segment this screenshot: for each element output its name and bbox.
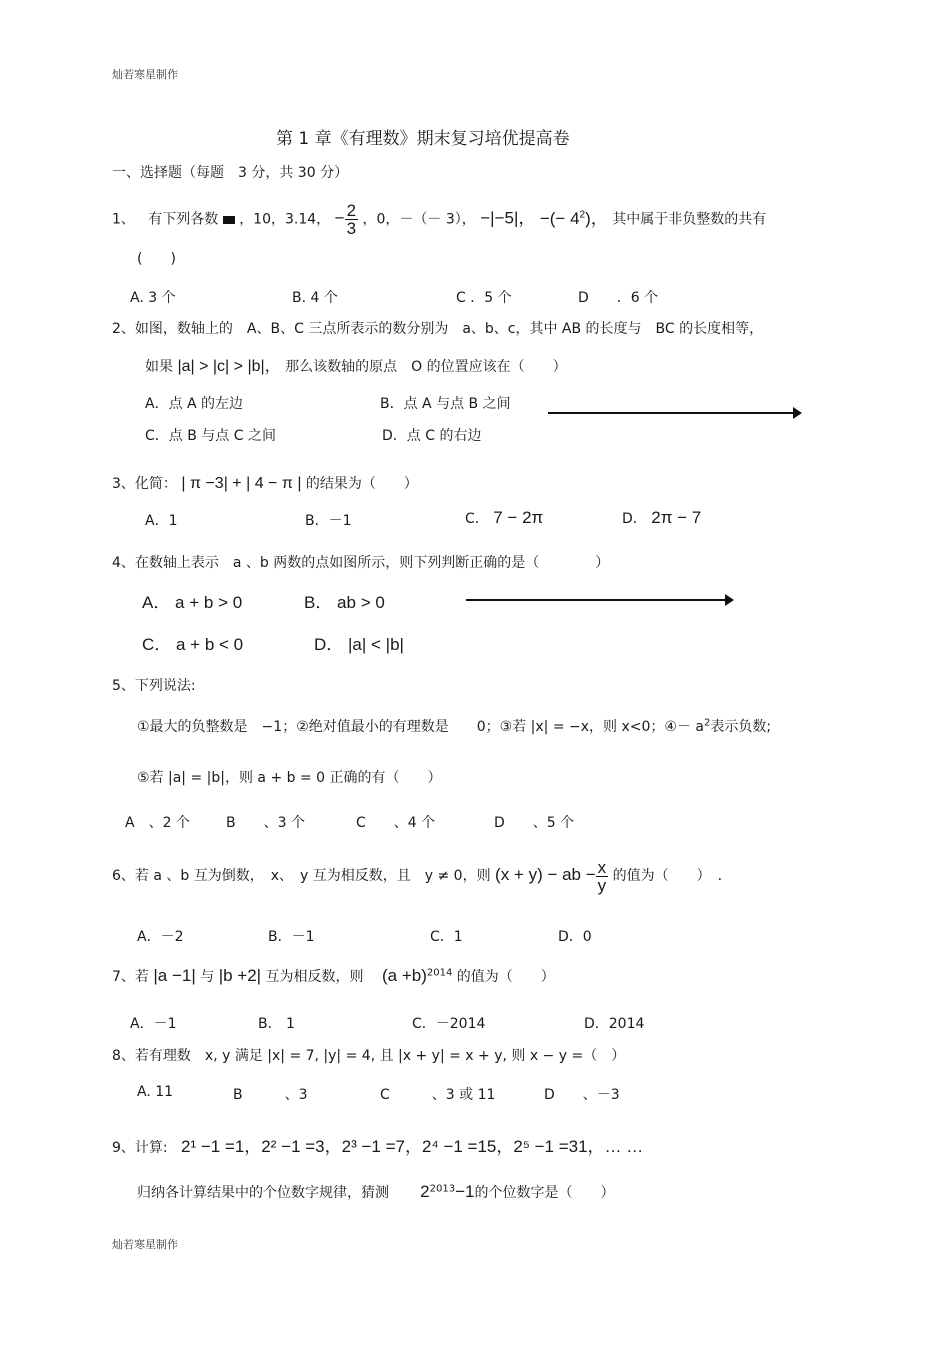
q4-option-d: D． |a| < |b| bbox=[314, 635, 404, 654]
q2-option-a: A．点 A 的左边 bbox=[145, 396, 244, 412]
q1-number: 1、 bbox=[112, 211, 135, 228]
q3-option-c-label: C． bbox=[465, 511, 489, 527]
q1-fraction bbox=[345, 202, 358, 237]
q8-line: 8、若有理数 x, y 满足 |x| = 7, |y| = 4, 且 |x + y| = x + y, 则 x − y =（ ） bbox=[112, 1048, 626, 1064]
q8-option-d: D 、－3 bbox=[544, 1087, 620, 1103]
q6-option-d: D．0 bbox=[558, 929, 592, 945]
q6-frac-numerator: x bbox=[597, 857, 607, 877]
redacted-mark bbox=[223, 216, 235, 224]
q6-fraction bbox=[596, 859, 609, 894]
q1-power-base: −(− 4 bbox=[539, 208, 580, 228]
q3-lead: 3、化简： bbox=[112, 476, 177, 492]
q2-line2 bbox=[145, 353, 567, 376]
q1-power-expression bbox=[540, 209, 608, 228]
q3-tail: 的结果为（ ） bbox=[305, 476, 418, 492]
q1-tail: 其中属于非负整数的共有 bbox=[612, 211, 767, 228]
q1-frac-numerator: 2 bbox=[346, 201, 357, 221]
q7-option-c: C．－2014 bbox=[412, 1016, 486, 1032]
q3-option-d-math: 2π − 7 bbox=[651, 508, 702, 527]
q5-option-d: D 、5 个 bbox=[494, 815, 575, 831]
q3-option-b: B．－1 bbox=[305, 513, 352, 529]
q5-line3: ⑤若 |a| = |b|，则 a + b = 0 正确的有（ ） bbox=[137, 770, 442, 786]
q5-line1: 5、下列说法: bbox=[112, 678, 196, 694]
q7-tail: 的值为（ ） bbox=[456, 969, 555, 985]
q4-option-a: A． a + b > 0 bbox=[142, 593, 243, 612]
q8-option-b: B 、3 bbox=[233, 1087, 308, 1103]
q6-option-a: A．－2 bbox=[137, 929, 184, 945]
q6-expression: (x + y) − ab − bbox=[495, 865, 596, 884]
q5-exponent: 2 bbox=[703, 717, 711, 729]
q9-expressions: 2¹ −1 =1，2² −1 =3，2³ −1 =7，2⁴ −1 =15，2⁵ −1 =31，… … bbox=[180, 1137, 644, 1156]
q1-option-b: B. 4 个 bbox=[292, 290, 338, 306]
q6-tail: 的值为（ ） . bbox=[612, 868, 723, 884]
page-title: 第 1 章《有理数》期末复习培优提高卷 bbox=[276, 129, 570, 149]
q9-lead: 9、计算: bbox=[112, 1140, 168, 1156]
q1-answer-paren: ( ) bbox=[137, 251, 176, 267]
q2-option-d: D．点 C 的右边 bbox=[382, 428, 482, 444]
q3-option-c bbox=[465, 508, 543, 528]
q5-option-c: C 、4 个 bbox=[356, 815, 436, 831]
q5-statement-tail: 表示负数; bbox=[710, 719, 772, 735]
q1-power-exponent: 2 bbox=[579, 209, 586, 220]
q2-number-line bbox=[548, 412, 800, 414]
q7-option-d: D．2014 bbox=[584, 1016, 645, 1032]
q9-minus-one: −1 bbox=[455, 1182, 475, 1201]
q3-expression: | π −3| + | 4 − π | bbox=[181, 475, 302, 492]
q7-line bbox=[112, 966, 555, 986]
q1-frac-denominator: 3 bbox=[346, 219, 357, 239]
q6-line bbox=[112, 856, 722, 895]
q3-option-d bbox=[622, 508, 701, 528]
q1-option-c: C ．5 个 bbox=[456, 290, 512, 306]
q1-option-d: D ．6 个 bbox=[578, 290, 659, 306]
q7-exponent: 2014 bbox=[426, 967, 453, 979]
q1-fraction-sign: − bbox=[334, 208, 345, 228]
q7-and: 与 bbox=[200, 969, 215, 985]
q1-list2: ，0，－（－ 3）， bbox=[362, 211, 476, 228]
q1-abs-expression: −|−5|， bbox=[480, 208, 536, 228]
q1-option-a: A. 3 个 bbox=[130, 290, 176, 306]
q2-lead: 如果 bbox=[145, 359, 173, 375]
q7-option-a: A．－1 bbox=[130, 1016, 177, 1032]
q5-option-b: B 、3 个 bbox=[226, 815, 305, 831]
q9-line2 bbox=[137, 1182, 614, 1202]
q9-tail: 的个位数字是（ ） bbox=[474, 1185, 615, 1201]
q1-power-close: )， bbox=[585, 208, 608, 228]
q4-number-line bbox=[466, 599, 732, 601]
q7-expr-b: |b +2| bbox=[218, 966, 262, 985]
q9-line1 bbox=[112, 1132, 643, 1157]
q3-option-c-math: 7 − 2π bbox=[493, 508, 544, 527]
q8-option-a: A. 11 bbox=[137, 1084, 174, 1100]
q4-option-b: B． ab > 0 bbox=[304, 593, 385, 612]
q4-option-c: C． a + b < 0 bbox=[142, 635, 244, 654]
q2-option-b: B．点 A 与点 B 之间 bbox=[380, 396, 511, 412]
q6-option-b: B．－1 bbox=[268, 929, 315, 945]
q1-lead: 有下列各数 bbox=[148, 211, 219, 228]
q2-option-c: C．点 B 与点 C 之间 bbox=[145, 428, 276, 444]
q2-line1: 2、如图，数轴上的 A、B、C 三点所表示的数分别为 a、b、c，其中 AB 的长度与 BC 的长度相等， bbox=[112, 321, 764, 337]
q7-expr-a: |a −1| bbox=[153, 966, 196, 985]
q6-option-c: C．1 bbox=[430, 929, 463, 945]
q5-option-a: A 、2 个 bbox=[125, 815, 190, 831]
q7-lead: 7、若 bbox=[112, 969, 149, 985]
q2-tail: 那么该数轴的原点 O 的位置应该在（ ） bbox=[285, 359, 567, 375]
q3-line bbox=[112, 473, 418, 493]
section-heading: 一、选择题（每题 3 分，共 30 分） bbox=[112, 165, 349, 181]
q1-list: ，10，3.14， bbox=[239, 211, 331, 228]
q9-base: 2 bbox=[420, 1182, 430, 1201]
q9-exponent: 2013 bbox=[429, 1183, 456, 1195]
q7-middle: 互为相反数，则 bbox=[265, 969, 378, 985]
page-header: 灿若寒星制作 bbox=[112, 68, 178, 81]
q5-statements: ①最大的负整数是 −1；②绝对值最小的有理数是 0；③若 |x| = −x，则 x<0；④－ a bbox=[137, 719, 704, 735]
q7-option-b: B． 1 bbox=[258, 1016, 295, 1032]
q8-option-c: C 、3 或 11 bbox=[380, 1087, 496, 1103]
q5-line2 bbox=[137, 716, 771, 736]
q3-option-a: A．1 bbox=[145, 513, 178, 529]
q4-line1: 4、在数轴上表示 a 、b 两数的点如图所示，则下列判断正确的是（ ） bbox=[112, 555, 610, 571]
q9-lead2: 归纳各计算结果中的个位数字规律，猜测 bbox=[137, 1185, 389, 1201]
q7-expr-c: (a +b) bbox=[382, 966, 427, 985]
q3-option-d-label: D． bbox=[622, 511, 647, 527]
page-footer: 灿若寒星制作 bbox=[112, 1238, 178, 1251]
q6-lead: 6、若 a 、b 互为倒数， x、 y 互为相反数，且 y ≠ 0，则 bbox=[112, 868, 491, 884]
q6-frac-denominator: y bbox=[597, 875, 607, 895]
q2-inequality: |a| > |c| > |b|， bbox=[177, 358, 281, 375]
question-1 bbox=[112, 198, 766, 237]
